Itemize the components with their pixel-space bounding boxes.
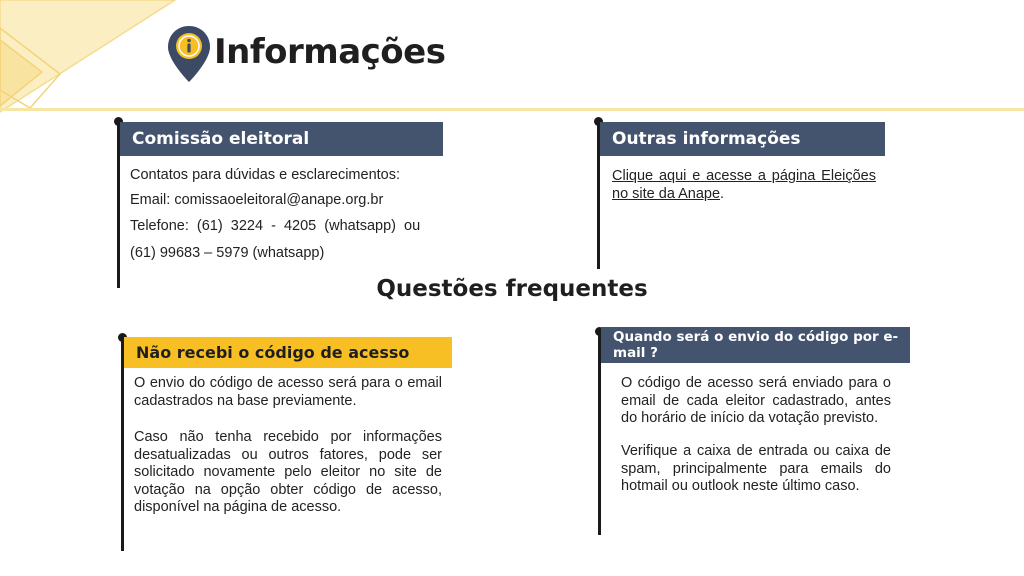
commission-title-bar bbox=[120, 122, 443, 156]
other-info-title: Outras informações bbox=[612, 129, 801, 149]
faq-section-title: Questões frequentes bbox=[376, 276, 648, 302]
faq-q2-title-bar bbox=[601, 327, 910, 363]
timeline-line bbox=[121, 337, 124, 551]
eleicoes-page-link[interactable]: Clique aqui e acesse a página Eleições no site da Anape bbox=[612, 168, 876, 202]
faq-q1-title: Não recebi o código de acesso bbox=[136, 343, 410, 362]
faq-q2-title: Quando será o envio do código por e-mail ? bbox=[613, 329, 899, 361]
faq-q1-answer-1: O envio do código de acesso será para o email cadastrados na base previamente. bbox=[134, 375, 442, 409]
header-rule bbox=[0, 108, 1024, 111]
commission-contacts-label: Contatos para dúvidas e esclarecimentos: bbox=[130, 167, 401, 183]
faq-q1-answer-2: Caso não tenha recebido por informações desatualizadas ou outros fatores, pode ser solicitado novamente pelo eleitor no site de votação na opção obter código de acesso, disponível na página de acesso. bbox=[134, 429, 442, 515]
faq-q1-title-bar bbox=[124, 337, 452, 368]
link-suffix: . bbox=[720, 186, 725, 202]
commission-email: Email: comissaoeleitoral@anape.org.br bbox=[130, 192, 384, 208]
commission-phone-mobile: (61) 99683 – 5979 (whatsapp) bbox=[130, 245, 325, 261]
location-info-pin-icon bbox=[166, 24, 212, 84]
commission-title: Comissão eleitoral bbox=[132, 129, 310, 149]
faq-q2-answer-1: O código de acesso será enviado para o email de cada eleitor cadastrado, antes do horário de início da votação previsto. bbox=[621, 375, 891, 426]
commission-phone: Telefone: (61) 3224 - 4205 (whatsapp) ou bbox=[130, 218, 421, 234]
faq-q2-answer-2: Verifique a caixa de entrada ou caixa de spam, principalmente para emails do hotmail ou outlook neste último caso. bbox=[621, 443, 891, 494]
other-info-text bbox=[612, 167, 876, 203]
page-title: Informações bbox=[214, 32, 446, 72]
other-info-title-bar bbox=[600, 122, 885, 156]
